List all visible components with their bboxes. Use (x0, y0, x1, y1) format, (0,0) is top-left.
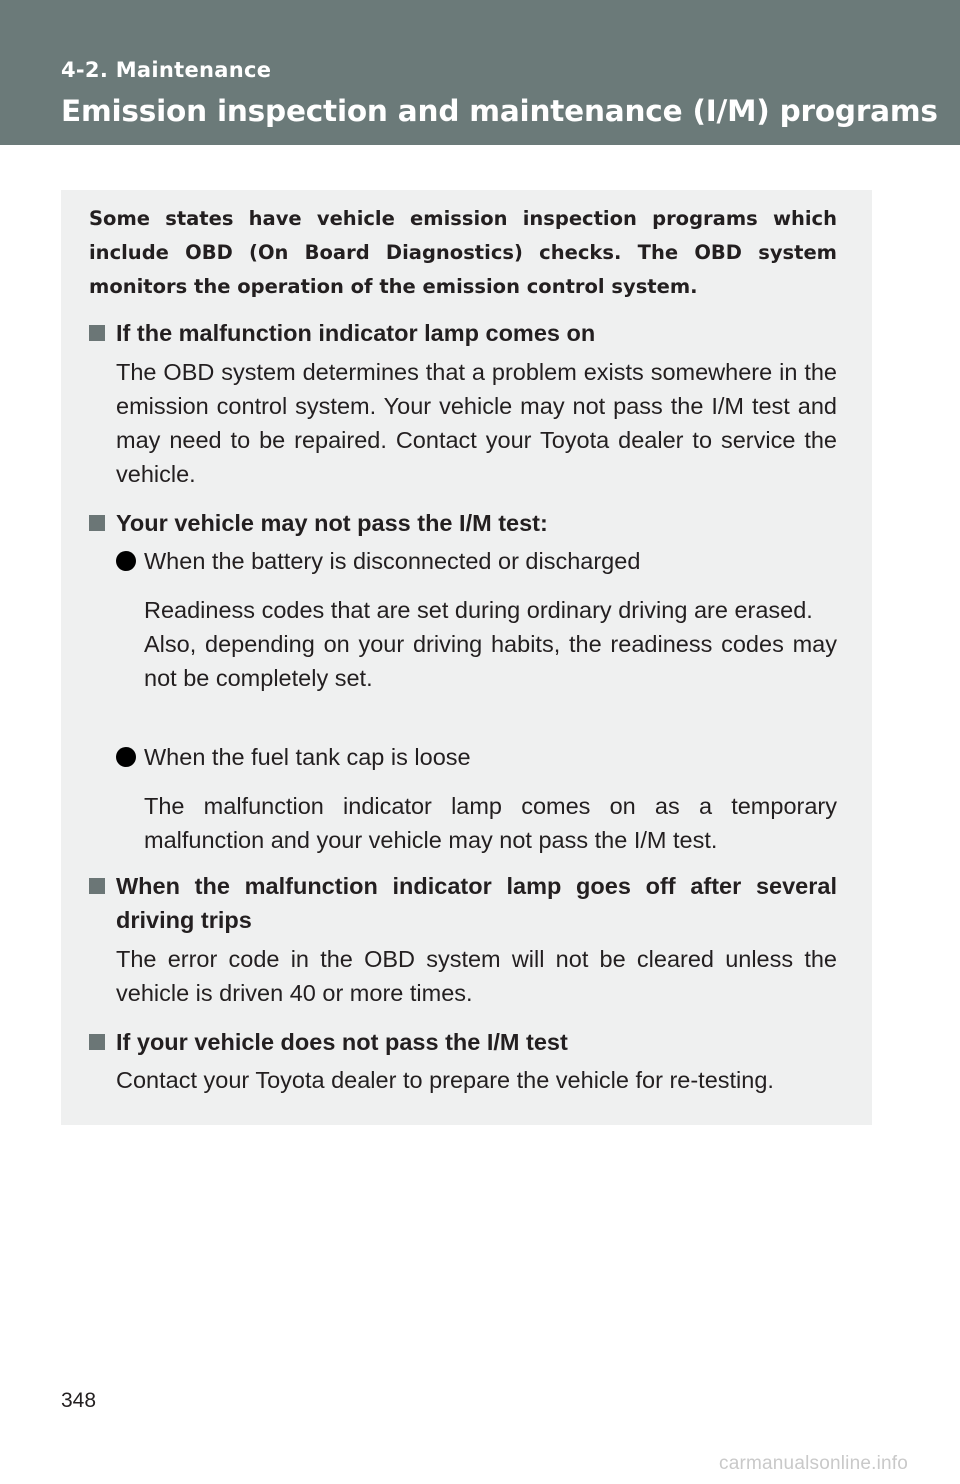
page-number: 348 (61, 1389, 97, 1412)
item-body-does-not-pass: Contact your Toyota dealer to prepare the vehicle for re-testing. (116, 1067, 774, 1093)
item-body-lamp-goes-off: The error code in the OBD system will not be cleared unless the vehicle is driven 40 or more times. (116, 946, 837, 1006)
bullet-battery: When the battery is disconnected or discharged (116, 544, 837, 578)
square-bullet-icon (89, 1034, 105, 1050)
header-bar (0, 0, 960, 145)
detail-line: The malfunction indicator lamp comes on as a temporary malfunction and your vehicle may not pass the I/M test. (144, 793, 837, 853)
round-bullet-icon (116, 551, 136, 571)
square-bullet-icon (89, 325, 105, 341)
bullet-fuel-cap: When the fuel tank cap is loose (116, 740, 837, 774)
item-heading-malfunction-lamp-on: If the malfunction indicator lamp comes on (89, 316, 837, 350)
item-heading-lamp-goes-off: When the malfunction indicator lamp goes off after several driving trips (89, 869, 837, 937)
detail-line: Also, depending on your driving habits, the readiness codes may not be completely set. (144, 631, 837, 691)
bullet-fuel-cap-detail (144, 789, 837, 857)
bullet-battery-detail (144, 593, 837, 695)
detail-line: Readiness codes that are set during ordinary driving are erased. (144, 597, 813, 623)
item-body-malfunction-lamp-on: The OBD system determines that a problem exists somewhere in the emission control system. Your vehicle may not pass the I/M test and may need to be repaired. Contact your Toyota dealer to service the vehicle. (116, 359, 837, 487)
square-bullet-icon (89, 878, 105, 894)
page-title: Emission inspection and maintenance (I/M) programs (61, 94, 938, 128)
round-bullet-icon (116, 747, 136, 767)
watermark: carmanualsonline.info (719, 1453, 909, 1474)
section-label: 4-2. Maintenance (61, 58, 272, 82)
item-heading-may-not-pass: Your vehicle may not pass the I/M test: (89, 506, 837, 540)
square-bullet-icon (89, 515, 105, 531)
intro-text: Some states have vehicle emission inspection programs which include OBD (On Board Diagnostics) checks. The OBD system monitors the operation of the emission control system. (89, 207, 837, 298)
item-heading-does-not-pass: If your vehicle does not pass the I/M test (89, 1025, 837, 1059)
